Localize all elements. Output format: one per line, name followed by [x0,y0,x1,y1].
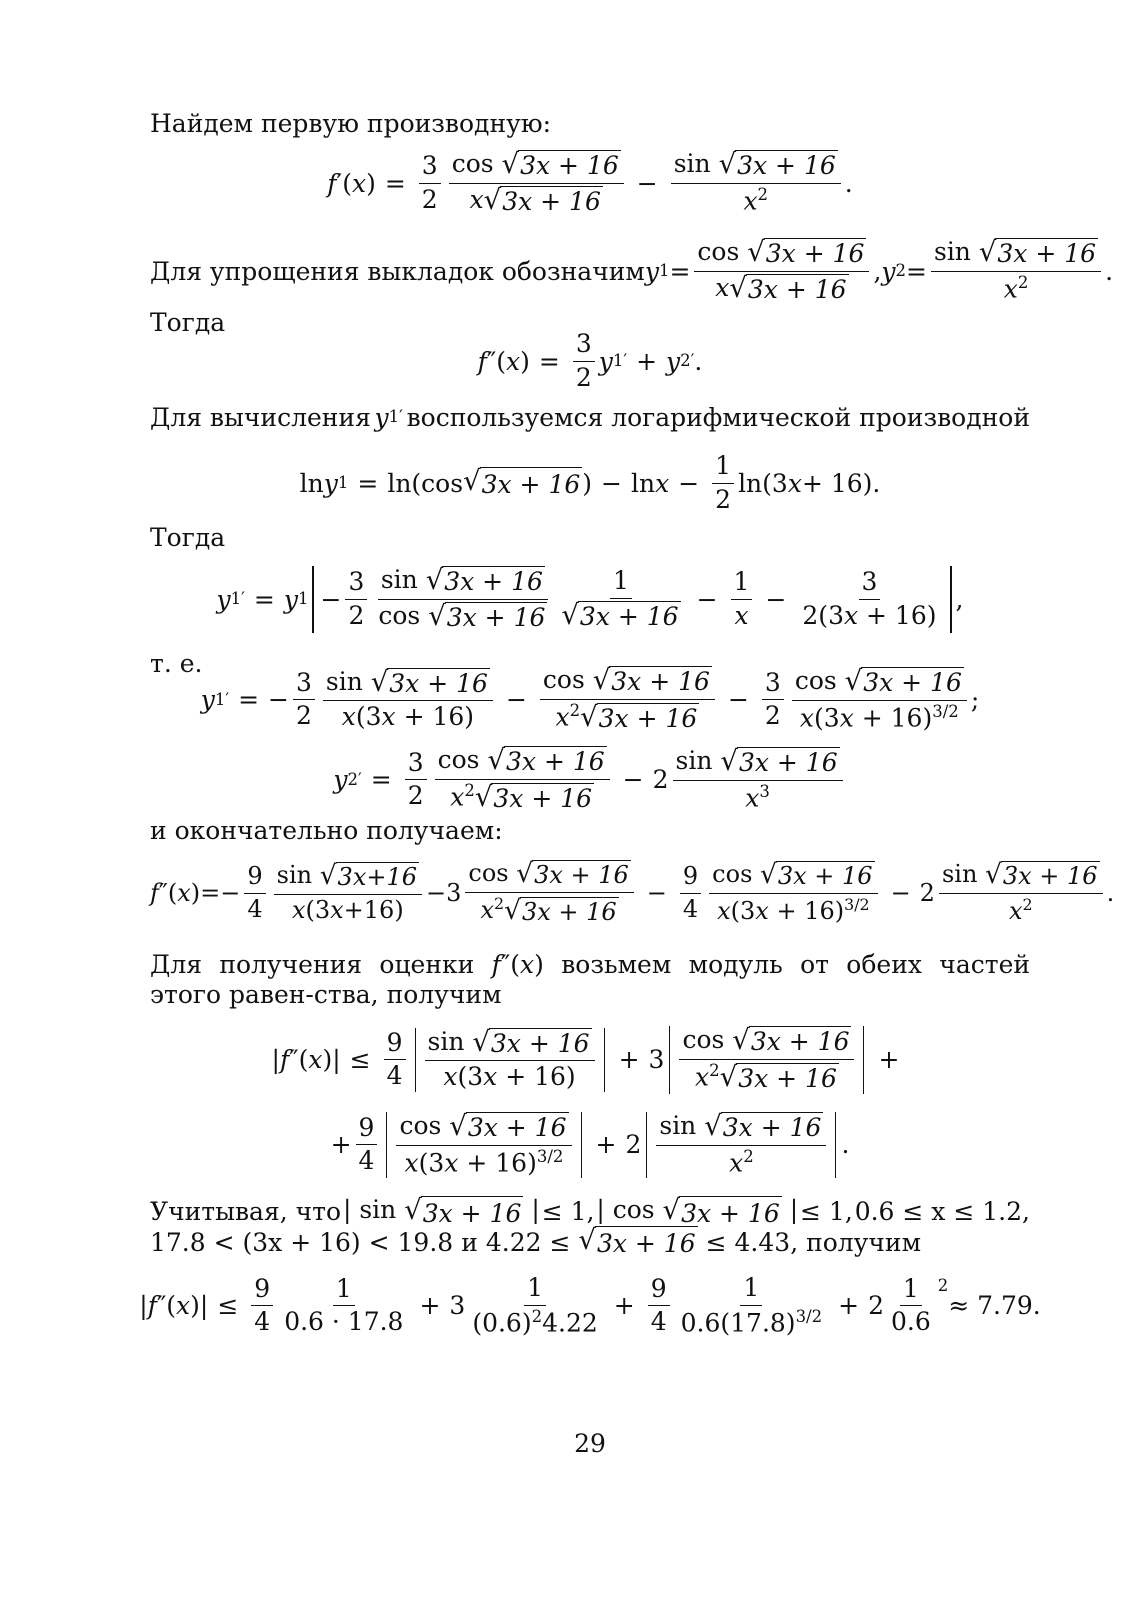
page-number: 29 [574,1429,606,1458]
equation-first-derivative: f ′( x ) = $\frac{3}{2}$ cos √ 3x + 16 x √ 3x + 16 − sin √ 3x + 16 $x^2$ . [327,148,853,216]
equation-y2-prime: y 2 ′ = $\frac{3}{2}$ cos √ 3x + 16 $x^2$ √ 3x + 16 − 2 sin √ 3x + 16 $x^3$ [150,746,1030,814]
paragraph-notation: Для упрощения выкладок обозначим y 1 = cos √ 3x + 16 x √ 3x + 16 , y 2 = sin √ 3x + 16 $x^2$ . [150,236,1114,304]
paragraph-ie: т. е. [150,649,203,678]
equation-second-derivative-short: f ″( x ) = $\frac{3}{2}$ y 1 ′ + y 2 ′ . [477,329,703,392]
paragraph-finally: и окончательно получаем: [150,816,503,845]
paragraph-then-2: Тогда [150,523,226,552]
paragraph-first-derivative: Найдем первую производную: [150,109,552,138]
paragraph-estimate: Для получения оценки f″(x) возьмем модуль от обеих частей этого равен-ства, получим [150,950,1031,1009]
paragraph-log-derivative: Для вычисления y 1 ′ воспользуемся логарифмической производной [150,403,1030,432]
equation-second-derivative-full: f ″( x )=− $\frac{9}{4}$ sin √ 3x+16 x(3x+16) −3 cos √ 3x + 16 $x^2$ √ 3x + 16 − $\frac{9}{4}$ cos √ 3x + 16 $x(3x + 16)^{3/2}$ − 2 sin √ 3x + 16 $x^2$ . [150,858,1115,926]
equation-final-estimate: | f ″( x )| ≤ $\frac{9}{4}$ $\frac{1}{0.6 \cdot 17.8}$ + 3 $\frac{1}{(0.6)^24.22}$ + $\frac{9}{4}$ $\frac{1}{0.6(17.8)^{3/2}}$ + 2 $\frac{1}{0.6}$ $^2$ ≈ 7.79. [139,1273,1041,1338]
paragraph-given-line-2: 17.8 < (3x + 16) < 19.8 и 4.22 ≤ √ 3x + 16 ≤ 4.43 , получим [150,1224,922,1258]
paragraph-then-1: Тогда [150,308,226,337]
equation-abs-line-1: | f ″( x )| ≤ $\frac{9}{4}$ sin √ 3x + 16 x(3x + 16) + 3 cos √ 3x + 16 $x^2$ √ 3x + 16 + [271,1024,900,1094]
paragraph-given-line-1: Учитывая, что | sin √ 3x + 16 | ≤ 1, | cos √ 3x + 16 | ≤ 1, 0.6 ≤ x ≤ 1.2, [150,1194,1030,1228]
equation-y1-prime-bracket: y 1 ′ = y 1 − $\frac{3}{2}$ sin √ 3x + 16 cos √ 3x + 16 1 √ 3x + 16 − $\frac{1}{x}$ − $\frac{3}{2(3x + 16)}$ , [216,564,964,632]
page [139,0,1115,1600]
equation-log: ln y 1 = ln(cos √ 3x + 16 ) − ln x − $\frac{1}{2}$ ln(3 x + 16). [299,451,881,514]
equation-abs-line-2: + $\frac{9}{4}$ cos √ 3x + 16 $x(3x + 16)^{3/2}$ + 2 sin √ 3x + 16 $x^2$ . [330,1110,850,1178]
equation-y1-prime: y 1 ′ = − $\frac{3}{2}$ sin √ 3x + 16 x(3x + 16) − cos √ 3x + 16 $x^2$ √ 3x + 16 − $\frac{3}{2}$ cos √ 3x + 16 $x(3x + 16)^{3/2}$ ; [200,664,980,734]
